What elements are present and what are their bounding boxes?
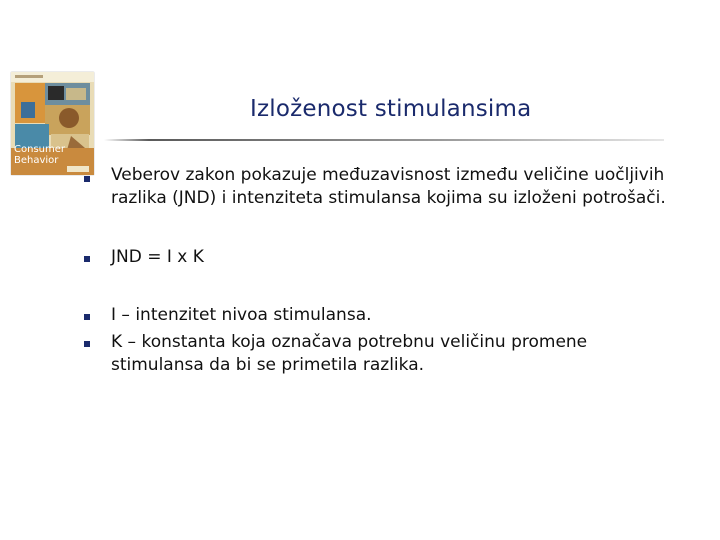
cover-title-overlay xyxy=(14,144,65,166)
bullet-1-line-2: razlika (JND) i intenziteta stimulansa kojima su izloženi potrošači. xyxy=(111,188,666,208)
bullet-4-line-1: K – konstanta koja označava potrebnu veličinu promene xyxy=(111,332,588,352)
bullet-marker-3 xyxy=(84,314,90,320)
cover-title-line1: Consumer xyxy=(14,144,65,155)
bullet-4-line-2: stimulansa da bi se primetila razlika. xyxy=(111,355,425,375)
bullet-text-3 xyxy=(111,304,372,327)
bullet-text-4 xyxy=(111,331,587,377)
bullet-text-1 xyxy=(111,164,666,210)
bullet-marker-4 xyxy=(84,341,90,347)
title-divider xyxy=(104,139,664,141)
book-cover-image xyxy=(11,72,94,175)
bullet-3-line-1: I – intenzitet nivoa stimulansa. xyxy=(111,305,372,325)
cover-title-line2: Behavior xyxy=(14,155,59,166)
bullet-2-line-1: JND = I x K xyxy=(111,247,204,267)
slide-title: Izloženost stimulansima xyxy=(250,96,532,122)
bullet-1-line-1: Veberov zakon pokazuje međuzavisnost između veličine uočljivih xyxy=(111,165,665,185)
bullet-marker-1 xyxy=(84,176,90,182)
bullet-text-2 xyxy=(111,246,204,269)
bullet-marker-2 xyxy=(84,256,90,262)
